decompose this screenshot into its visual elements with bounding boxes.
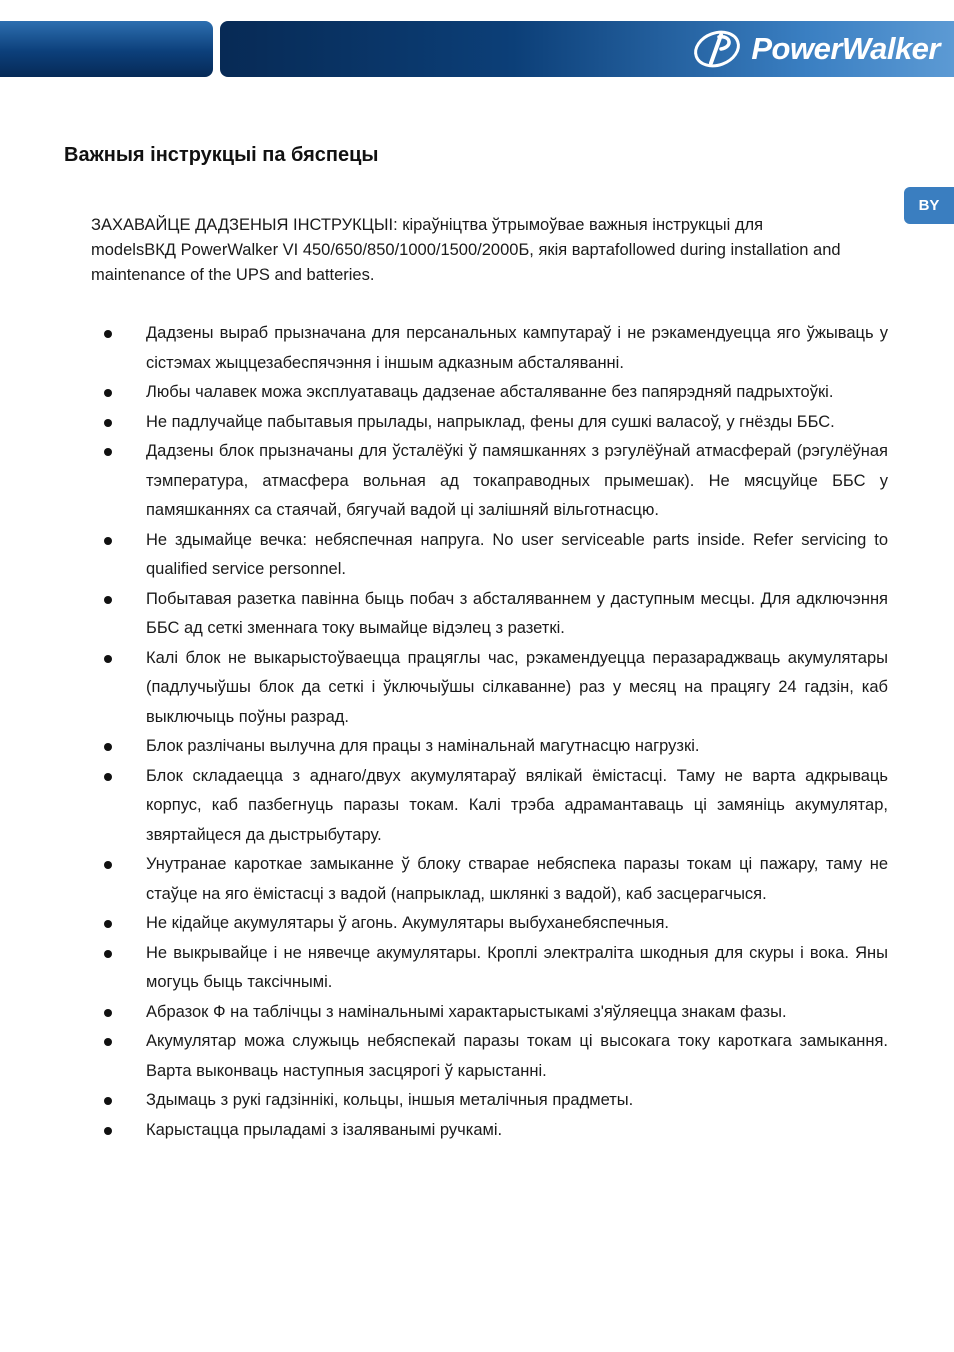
list-item-text: Побытавая разетка павінна быць побач з абсталяваннем у даступным месцы. Для адключэння ББС ад сеткі зменнага току вымайце відэлец з разеткі.: [146, 589, 888, 637]
bullet-icon: [104, 861, 112, 869]
bullet-icon: [104, 1127, 112, 1135]
bullet-icon: [104, 1038, 112, 1046]
brand-name: PowerWalker: [751, 31, 940, 66]
list-item-text: Унутранае кароткае замыканне ў блоку стварае небяспека паразы токам ці пажару, таму не стаўце на яго ёмістасці з вадой (напрыклад, шклянкі з вадой), каб засцерагчыся.: [146, 855, 888, 903]
list-item: [0, 1086, 888, 1116]
header-bar-right: [220, 21, 954, 77]
list-item-text: Не кідайце акумулятары ў агонь. Акумулятары выбуханебяспечныя.: [146, 914, 669, 932]
list-item: [0, 378, 888, 408]
bullet-icon: [104, 419, 112, 427]
bullet-icon: [104, 1009, 112, 1017]
bullet-icon: [104, 920, 112, 928]
header-bar-left: [0, 21, 213, 77]
list-item-text: Карыстацца прыладамі з ізаляванымі ручкамі.: [146, 1120, 503, 1139]
list-item-text: Абразок Ф на таблічцы з намінальнымі характарыстыкамі з'яўляецца знакам фазы.: [146, 1002, 787, 1021]
list-item-text: Здымаць з рукі гадзіннікі, кольцы, іншыя металічныя прадметы.: [146, 1091, 634, 1109]
list-item-text: Дадзены блок прызначаны для ўсталёўкі ў памяшканнях з рэгулёўнай атмасферай (рэгулёўная тэмпература, атмасфера вольная ад токаправодных прымешак). Не мясцуйце ББС у памяшканнях са стаячай, бягучай вадой ці залішняй вільготнасцю.: [146, 442, 888, 519]
list-item: [0, 1116, 888, 1146]
list-item-text: Не выкрывайце і не нявечце акумулятары. Кроплі электраліта шкодныя для скуры і вока. Яны могуць быць таксічнымі.: [146, 943, 888, 991]
page-title: Важныя інструкцыі па бяспецы: [64, 144, 379, 166]
language-tab[interactable]: BY: [904, 187, 954, 224]
list-item: [0, 998, 888, 1028]
list-item-text: Любы чалавек можа эксплуатаваць дадзенае абсталяванне без папярэдняй падрыхтоўкі.: [146, 383, 834, 401]
list-item: [0, 644, 888, 733]
bullet-icon: [104, 448, 112, 456]
list-item-text: Блок складаецца з аднаго/двух акумулятараў вялікай ёмістасці. Таму не варта адкрываць корпус, каб пазбегнуць паразы токам. Калі трэба адрамантаваць ці замяніць акумулятар, звяртайцеся да дыстрыбутару.: [146, 766, 888, 844]
powerwalker-logo-icon: [691, 29, 745, 69]
list-item-text: Не здымайце вечка: небяспечная напруга. No user serviceable parts inside. Refer servicing to qualified service personnel.: [146, 530, 888, 578]
bullet-icon: [104, 1097, 112, 1105]
bullet-icon: [104, 773, 112, 781]
intro-paragraph: ЗАХАВАЙЦЕ ДАДЗЕНЫЯ ІНСТРУКЦЫІ: кіраўніцтва ўтрымоўвае важныя інструкцыі для modelsВКД PowerWalker VI 450/650/850/1000/1500/2000Б, якія вартаfollowed during installation and maintenance of the UPS and batteries.: [91, 216, 841, 284]
list-item: [0, 939, 888, 998]
bullet-icon: [104, 743, 112, 751]
bullet-icon: [104, 389, 112, 397]
list-item: [0, 850, 888, 909]
bullet-icon: [104, 330, 112, 338]
bullet-icon: [104, 537, 112, 545]
list-item-text: Не падлучайце пабытавыя прылады, напрыклад, фены для сушкі валасоў, у гнёзды ББС.: [146, 412, 835, 431]
list-item: [0, 408, 888, 438]
list-item: [0, 585, 888, 644]
safety-instructions-list: [0, 319, 954, 1145]
list-item: [0, 319, 888, 378]
bullet-icon: [104, 596, 112, 604]
list-item: [0, 526, 888, 585]
list-item-text: Калі блок не выкарыстоўваецца працяглы час, рэкамендуецца перазараджваць акумулятары (падлучыўшы блок да сеткі і ўключыўшы сілкаванне) раз у месяц на працягу 24 гадзін, каб выключыць поўны разрад.: [146, 648, 888, 726]
list-item: [0, 909, 888, 939]
list-item: [0, 762, 888, 851]
list-item: [0, 437, 888, 526]
list-item: [0, 1027, 888, 1086]
bullet-icon: [104, 950, 112, 958]
list-item-text: Блок разлічаны вылучна для працы з намінальнай магутнасцю нагрузкі.: [146, 737, 700, 755]
brand-logo: [691, 29, 940, 69]
bullet-icon: [104, 655, 112, 663]
list-item-text: Дадзены выраб прызначана для персанальных кампутараў і не рэкамендуецца яго ўжываць у сістэмах жыццезабеспячэння і іншым адказным абсталяванні.: [146, 324, 888, 372]
list-item-text: Акумулятар можа служыць небяспекай паразы токам ці высокага току кароткага замыкання. Варта выконваць наступныя засцярогі ў карыстанні.: [146, 1032, 888, 1080]
list-item: [0, 732, 888, 762]
